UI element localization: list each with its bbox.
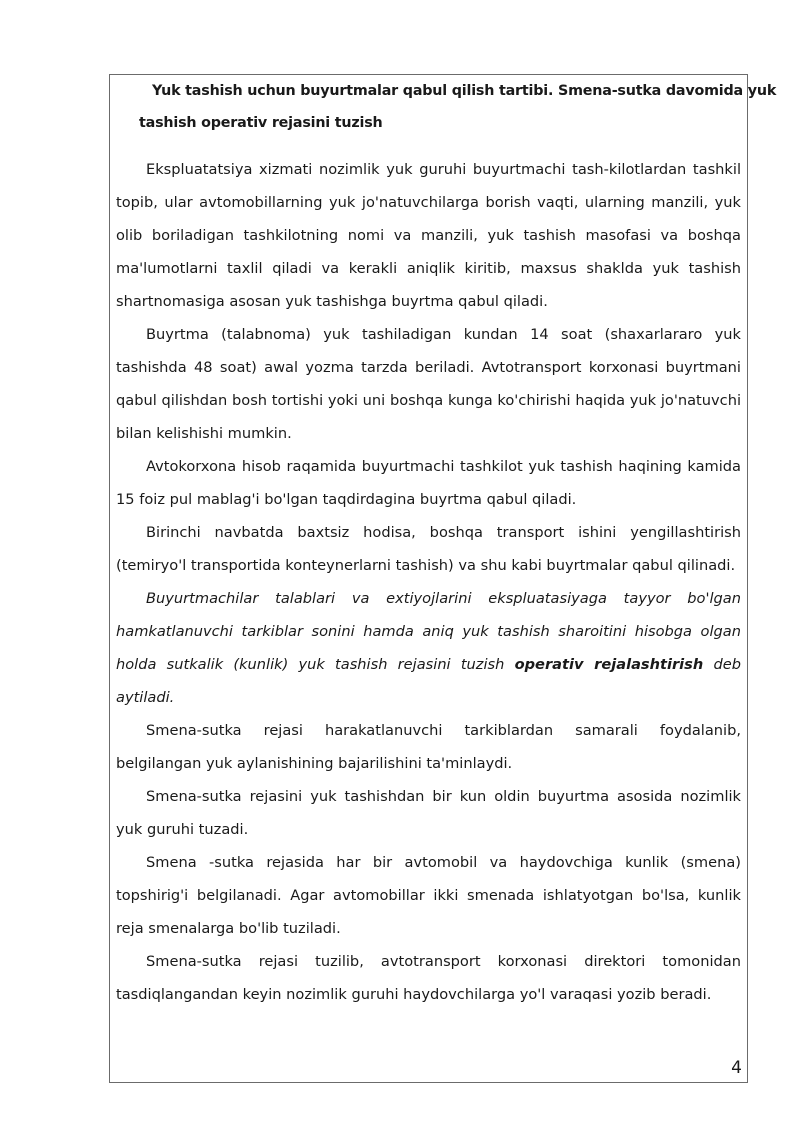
- definition-text-after: deb aytiladi.: [116, 656, 741, 706]
- definition-text-before: Buyurtmachilar talablari va extiyojlarini ekspluatasiyaga tayyor bo'lgan hamkatlanuvchi tarkiblar sonini hamda aniq yuk tashish sharoitini hisobga olgan holda sutkalik (kunlik) yuk tashish rejasini tuzish: [116, 590, 741, 673]
- paragraph: Avtokorxona hisob raqamida buyurtmachi tashkilot yuk tashish haqining kamida 15 foiz pul mablag'i bo'lgan taqdirdagina buyrtma qabul qiladi.: [116, 458, 741, 508]
- paragraph: Buyrtma (talabnoma) yuk tashiladigan kundan 14 soat (shaxarlararo yuk tashishda 48 soat) awal yozma tarzda beriladi. Avtotransport korxonasi buyrtmani qabul qilishdan bosh tortishi yoki uni boshqa kunga ko'chirishi haqida yuk jo'natuvchi bilan kelishishi mumkin.: [116, 326, 741, 442]
- definition-term: operativ rejalashtirish: [514, 656, 704, 673]
- page-frame: [109, 74, 777, 1083]
- paragraph: Smena -sutka rejasida har bir avtomobil va haydovchiga kunlik (smena) topshirig'i belgilanadi. Agar avtomobillar ikki smenada ishlatyotgan bo'lsa, kunlik reja smenalarga bo'lib tuziladi.: [116, 854, 741, 937]
- page-number: 4: [731, 1058, 742, 1078]
- paragraph: Smena-sutka rejasi harakatlanuvchi tarkiblardan samarali foydalanib, belgilangan yuk aylanishining bajarilishini ta'minlaydi.: [116, 722, 741, 772]
- heading-line-1: Yuk tashish uchun buyurtmalar qabul qilish tartibi. Smena-sutka davomida yuk: [152, 83, 777, 99]
- section-heading: [110, 75, 777, 139]
- paragraph: Smena-sutka rejasi tuzilib, avtotransport korxonasi direktori tomonidan tasdiqlangandan keyin nozimlik guruhi haydovchilarga yo'l varaqasi yozib beradi.: [116, 953, 741, 1003]
- paragraph: Birinchi navbatda baxtsiz hodisa, boshqa transport ishini yengillashtirish (temiryo'l transportida konteynerlarni tashish) va shu kabi buyrtmalar qabul qilinadi.: [116, 524, 741, 574]
- paragraph: Ekspluatatsiya xizmati nozimlik yuk guruhi buyurtmachi tash-kilotlardan tashkil topib, ular avtomobillarning yuk jo'natuvchilarga borish vaqti, ularning manzili, yuk olib boriladigan tashkilotning nomi va manzili, yuk tashish masofasi va boshqa ma'lumotlarni taxlil qiladi va kerakli aniqlik kiritib, maxsus shaklda yuk tashish shartnomasiga asosan yuk tashishga buyrtma qabul qiladi.: [116, 161, 741, 310]
- heading-line-2: tashish operativ rejasini tuzish: [139, 115, 383, 131]
- body-text: [116, 153, 741, 1011]
- paragraph: Smena-sutka rejasini yuk tashishdan bir kun oldin buyurtma asosida nozimlik yuk guruhi tuzadi.: [116, 788, 741, 838]
- definition-paragraph: [116, 582, 741, 714]
